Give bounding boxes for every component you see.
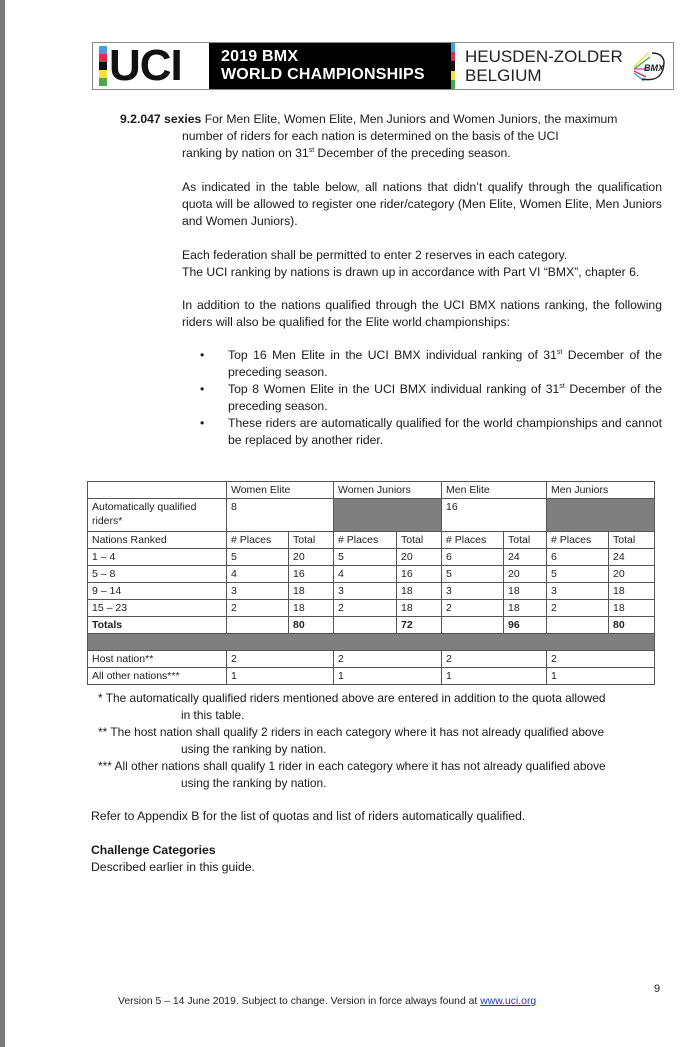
cell: 18: [609, 600, 655, 617]
cell: 20: [289, 549, 334, 566]
table-header-row: [88, 482, 655, 499]
cell: 16: [442, 499, 547, 532]
cell: 2: [227, 651, 334, 668]
subheader-total: Total: [609, 532, 655, 549]
footnote: ** The host nation shall qualify 2 riders in each category where it has not already qualified above using the ranking by nation.: [98, 725, 605, 756]
header-women-elite: Women Elite: [227, 482, 334, 499]
cell: 1: [547, 668, 655, 685]
cell: 2: [442, 600, 504, 617]
cell: 24: [504, 549, 547, 566]
table-row: [88, 566, 655, 583]
cell: 3: [547, 583, 609, 600]
article-intro: [120, 111, 665, 162]
row-label: Host nation**: [88, 651, 227, 668]
subheader-places: # Places: [334, 532, 397, 549]
cell: 1: [442, 668, 547, 685]
cell: 2: [547, 600, 609, 617]
cell: 18: [289, 583, 334, 600]
bullet-icon: •: [200, 416, 205, 430]
event-banner: [92, 42, 674, 90]
subheader-places: # Places: [227, 532, 289, 549]
cell: 3: [227, 583, 289, 600]
bmx-logo-icon: [627, 43, 673, 89]
other-nations-row: [88, 668, 655, 685]
cell-empty: [334, 499, 442, 532]
cell: 5: [334, 549, 397, 566]
challenge-heading: Challenge Categories: [91, 843, 216, 857]
cell: 18: [397, 583, 442, 600]
rank-cell: 15 – 23: [88, 600, 227, 617]
cell: 2: [227, 600, 289, 617]
intro-line3: ranking by nation on 31st December of the preceding season.: [182, 146, 511, 160]
cell: 3: [442, 583, 504, 600]
bullet-icon: •: [200, 382, 205, 396]
row-label: All other nations***: [88, 668, 227, 685]
event-title: [209, 43, 451, 89]
table-row: [88, 583, 655, 600]
cell: 1: [227, 668, 334, 685]
bullet-icon: •: [200, 348, 205, 362]
challenge-section: [91, 842, 255, 876]
paragraph-additional-riders: In addition to the nations qualified through the UCI BMX nations ranking, the following riders will also be qualified for the Elite world championships:: [182, 298, 662, 329]
table-row: [88, 600, 655, 617]
cell: 16: [289, 566, 334, 583]
row-label: Nations Ranked: [88, 532, 227, 549]
subheader-places: # Places: [547, 532, 609, 549]
host-nation-row: [88, 651, 655, 668]
cell: 2: [334, 651, 442, 668]
cell: 20: [397, 549, 442, 566]
ranking-line: The UCI ranking by nations is drawn up in accordance with Part VI “BMX”, chapter 6.: [182, 265, 640, 279]
footer-text: Version 5 – 14 June 2019. Subject to change. Version in force always found at: [118, 996, 481, 1007]
cell: 20: [504, 566, 547, 583]
cell: 6: [547, 549, 609, 566]
page-number: 9: [654, 983, 661, 995]
separator-row: [88, 634, 655, 651]
page-footer: [118, 996, 536, 1007]
appendix-reference: Refer to Appendix B for the list of quotas and list of riders automatically qualified.: [91, 809, 526, 823]
auto-qualified-row: [88, 499, 655, 532]
cell: 18: [504, 600, 547, 617]
total-men-juniors: 80: [609, 617, 655, 634]
total-men-elite: 96: [504, 617, 547, 634]
quota-table: [87, 481, 655, 685]
svg-text:BMX: BMX: [644, 63, 664, 73]
cell-empty: [547, 499, 655, 532]
subheader-row: [88, 532, 655, 549]
rank-cell: 1 – 4: [88, 549, 227, 566]
header-men-elite: Men Elite: [442, 482, 547, 499]
totals-row: [88, 617, 655, 634]
table-row: [88, 549, 655, 566]
cell: 4: [334, 566, 397, 583]
footnotes: [98, 690, 668, 792]
page-edge: [0, 0, 5, 1047]
rank-cell: 9 – 14: [88, 583, 227, 600]
bullet-item: • Top 16 Men Elite in the UCI BMX individual ranking of 31st December of the preceding season.: [200, 348, 662, 379]
footnote: *** All other nations shall qualify 1 rider in each category where it has not already qualified above using the ranking by nation.: [98, 759, 606, 790]
subheader-places: # Places: [442, 532, 504, 549]
event-title-line1: 2019 BMX: [221, 48, 299, 65]
intro-line2: number of riders for each nation is determined on the basis of the UCI: [182, 129, 559, 143]
cell: 18: [609, 583, 655, 600]
cell: 18: [289, 600, 334, 617]
cell: 5: [547, 566, 609, 583]
footnote: * The automatically qualified riders mentioned above are entered in addition to the quota allowed in this table.: [98, 691, 606, 722]
uci-logo: [93, 43, 209, 89]
subheader-total: Total: [397, 532, 442, 549]
cell: 18: [397, 600, 442, 617]
cell: 2: [547, 651, 655, 668]
rainbow-stripes-icon: [99, 46, 107, 86]
cell: 2: [334, 600, 397, 617]
subheader-total: Total: [504, 532, 547, 549]
header-men-juniors: Men Juniors: [547, 482, 655, 499]
cell: 18: [504, 583, 547, 600]
cell: 24: [609, 549, 655, 566]
event-title-line2: WORLD CHAMPIONSHIPS: [221, 66, 425, 83]
uci-website-link[interactable]: www.uci.org: [480, 996, 537, 1007]
subheader-total: Total: [289, 532, 334, 549]
cell: 5: [227, 549, 289, 566]
challenge-text: Described earlier in this guide.: [91, 860, 255, 874]
cell: 3: [334, 583, 397, 600]
uci-logo-text: UCI: [109, 41, 182, 90]
paragraph-reserves: [182, 247, 662, 281]
cell: 8: [227, 499, 334, 532]
cell: 5: [442, 566, 504, 583]
article-number: 9.2.047 sexies: [120, 112, 202, 126]
paragraph-qualification-quota: As indicated in the table below, all nations that didn’t qualify through the qualification quota will be allowed to register one rider/category (Men Elite, Women Elite, Men Juniors and Women Juniors).: [182, 180, 662, 228]
cell: 6: [442, 549, 504, 566]
event-location: [455, 43, 627, 89]
cell: 16: [397, 566, 442, 583]
totals-label: Totals: [88, 617, 227, 634]
location-line2: BELGIUM: [465, 66, 542, 85]
intro-line1: For Men Elite, Women Elite, Men Juniors and Women Juniors, the maximum: [201, 112, 618, 126]
cell: 1: [334, 668, 442, 685]
cell: 20: [609, 566, 655, 583]
cell: 4: [227, 566, 289, 583]
total-women-elite: 80: [289, 617, 334, 634]
location-line1: HEUSDEN-ZOLDER: [465, 47, 623, 66]
reserves-line: Each federation shall be permitted to enter 2 reserves in each category.: [182, 248, 568, 262]
bullet-list: [200, 347, 662, 449]
rank-cell: 5 – 8: [88, 566, 227, 583]
header-women-juniors: Women Juniors: [334, 482, 442, 499]
row-label: Automatically qualified riders*: [88, 499, 227, 532]
bullet-item: • These riders are automatically qualified for the world championships and cannot be replaced by another rider.: [200, 416, 662, 447]
total-women-juniors: 72: [397, 617, 442, 634]
bullet-item: • Top 8 Women Elite in the UCI BMX individual ranking of 31st December of the preceding season.: [200, 382, 662, 413]
cell: 2: [442, 651, 547, 668]
